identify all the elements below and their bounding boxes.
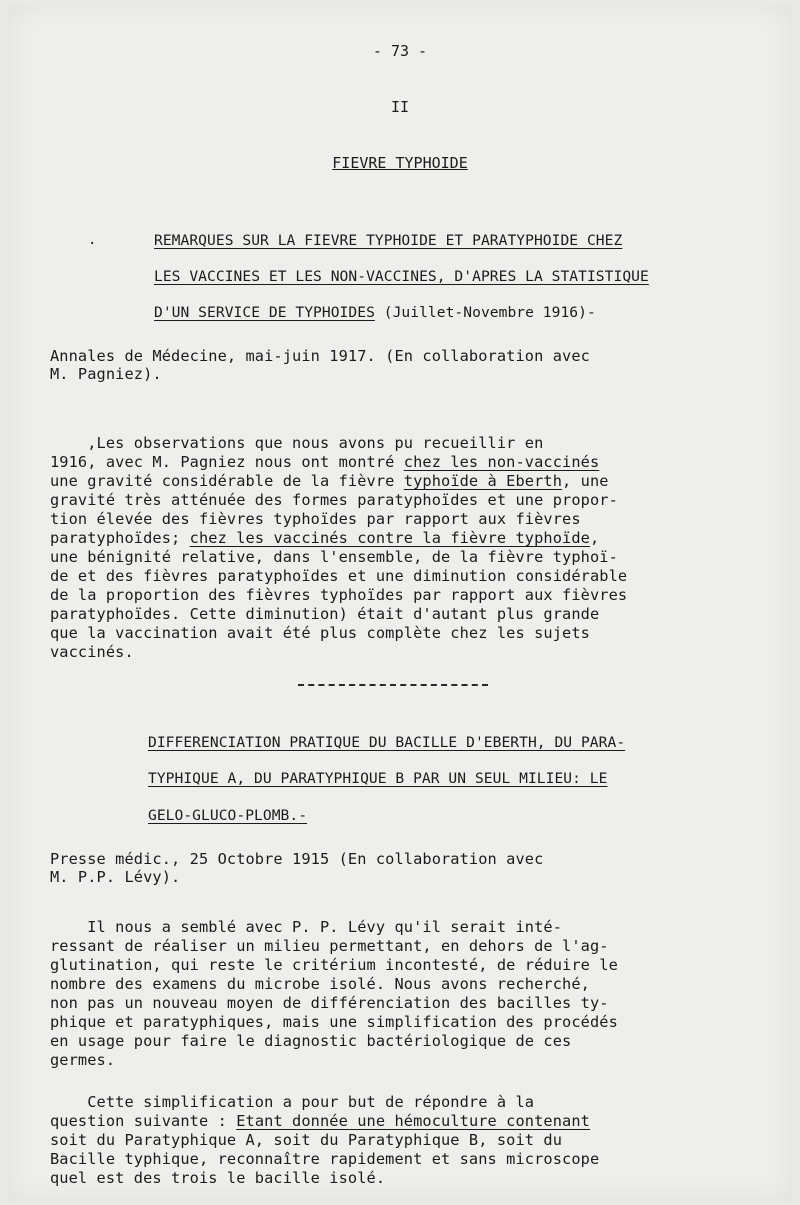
document-page bbox=[8, 4, 792, 1201]
text-segment: Cette simplification a pour but de répondre à la bbox=[50, 1093, 535, 1111]
text-segment: soit du Paratyphique A, soit du Paratyphique B, soit du bbox=[50, 1131, 563, 1149]
article1-title-line-2: LES VACCINES ET LES NON-VACCINES, D'APRES LA STATISTIQUE bbox=[154, 268, 649, 285]
text-line: glutination, qui reste le critérium incontesté, de réduire le bbox=[50, 956, 618, 974]
margin-mark: . bbox=[88, 232, 97, 248]
text-segment: de la proportion des fièvres typhoïdes par rapport aux fièvres bbox=[50, 586, 628, 604]
text-line bbox=[50, 643, 134, 661]
text-line bbox=[50, 1150, 599, 1168]
text-line bbox=[50, 472, 609, 490]
text-line bbox=[50, 605, 599, 623]
article2-title-line-2: TYPHIQUE A, DU PARATYPHIQUE B PAR UN SEUL MILIEU: LE bbox=[148, 770, 608, 787]
text-line bbox=[50, 434, 543, 452]
article2-title-line-3: GELO-GLUCO-PLOMB.- bbox=[148, 807, 308, 824]
text-segment: Bacille typhique, reconnaître rapidement et sans microscope bbox=[50, 1150, 600, 1168]
text-line: germes. bbox=[50, 1051, 116, 1069]
text-line bbox=[50, 529, 599, 547]
text-segment: ,Les observations que nous avons pu recueillir en bbox=[50, 434, 544, 452]
text-segment: paratyphoïdes; bbox=[50, 529, 190, 547]
text-segment: question suivante : bbox=[50, 1112, 237, 1130]
text-line: non pas un nouveau moyen de différenciation des bacilles ty- bbox=[50, 994, 609, 1012]
text-segment: de et des fièvres paratyphoïdes et une diminution considérable bbox=[50, 567, 628, 585]
text-segment: , une bbox=[562, 472, 609, 490]
article1-title-line-3: D'UN SERVICE DE TYPHOIDES (Juillet-Novembre 1916)- bbox=[154, 304, 596, 321]
article1-title-line-1: REMARQUES SUR LA FIEVRE TYPHOIDE ET PARATYPHOIDE CHEZ bbox=[154, 232, 623, 249]
page-number: - 73 - bbox=[372, 42, 428, 60]
text-line bbox=[50, 491, 618, 509]
underlined-text: typhoïde à Eberth bbox=[403, 472, 563, 490]
text-segment: vaccinés. bbox=[50, 643, 134, 661]
text-segment: , bbox=[589, 529, 600, 547]
text-line bbox=[50, 1093, 534, 1111]
text-segment: paratyphoïdes. Cette diminution) était d'autant plus grande bbox=[50, 605, 600, 623]
text-line: Il nous a semblé avec P. P. Lévy qu'il serait inté- bbox=[50, 918, 563, 936]
text-line bbox=[50, 1131, 562, 1149]
text-segment: que la vaccination avait été plus complète chez les sujets bbox=[50, 624, 590, 642]
text-line: nombre des examens du microbe isolé. Nous avons recherché, bbox=[50, 975, 590, 993]
text-line bbox=[50, 586, 627, 604]
text-line bbox=[50, 567, 627, 585]
text-segment: gravité très atténuée des formes paratyphoïdes et une propor- bbox=[50, 491, 618, 509]
article1-reference-line-2: M. Pagniez). bbox=[50, 365, 162, 383]
text-line bbox=[50, 624, 590, 642]
article1-reference-line-1: Annales de Médecine, mai-juin 1917. (En collaboration avec bbox=[50, 347, 590, 365]
underlined-text: chez les vaccinés contre la fièvre typhoïde bbox=[189, 529, 590, 547]
section-divider bbox=[298, 684, 488, 686]
text-segment: une gravité considérable de la fièvre bbox=[50, 472, 404, 490]
text-segment: une bénignité relative, dans l'ensemble, de la fièvre typhoï- bbox=[50, 548, 618, 566]
text-line bbox=[50, 1169, 385, 1187]
article2-reference-line-2: M. P.P. Lévy). bbox=[50, 868, 181, 886]
section-number: II bbox=[390, 98, 410, 116]
article2-title-line-1: DIFFERENCIATION PRATIQUE DU BACILLE D'EBERTH, DU PARA- bbox=[148, 734, 626, 751]
section-title: FIEVRE TYPHOIDE bbox=[332, 154, 468, 172]
text-line bbox=[50, 453, 599, 471]
article2-reference-line-1: Presse médic., 25 Octobre 1915 (En collaboration avec bbox=[50, 850, 544, 868]
text-line: ressant de réaliser un milieu permettant, en dehors de l'ag- bbox=[50, 937, 609, 955]
text-line bbox=[50, 510, 581, 528]
underlined-text: chez les non-vaccinés bbox=[403, 453, 600, 471]
text-segment: quel est des trois le bacille isolé. bbox=[50, 1169, 386, 1187]
text-segment: 1916, avec M. Pagniez nous ont montré bbox=[50, 453, 404, 471]
text-line: phique et paratyphiques, mais une simplification des procédés bbox=[50, 1013, 618, 1031]
text-line bbox=[50, 1112, 590, 1130]
underlined-text: Etant donnée une hémoculture contenant bbox=[236, 1112, 590, 1130]
text-line bbox=[50, 548, 618, 566]
text-line: en usage pour faire le diagnostic bactériologique de ces bbox=[50, 1032, 572, 1050]
text-segment: tion élevée des fièvres typhoïdes par rapport aux fièvres bbox=[50, 510, 581, 528]
